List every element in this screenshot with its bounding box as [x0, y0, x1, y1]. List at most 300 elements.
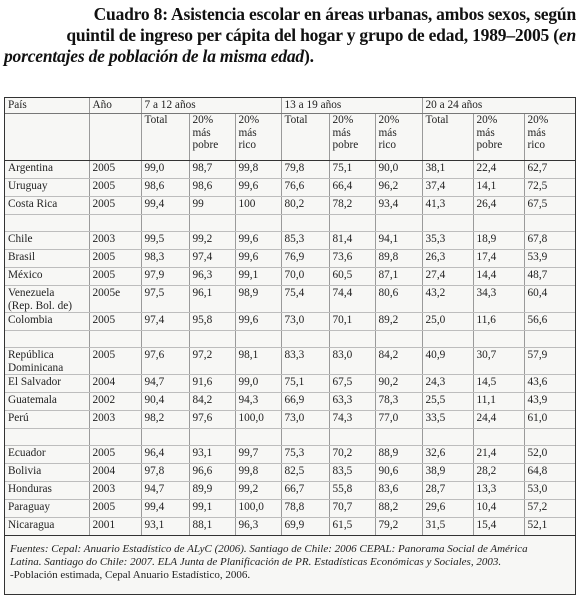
cell-pais-name: Bolivia: [8, 465, 42, 477]
cell-value: 78,2: [329, 197, 375, 215]
cell-value: 17,4: [473, 250, 524, 268]
cell-value: 72,5: [524, 179, 575, 197]
cell-value: 43,6: [524, 375, 575, 393]
table-row: [5, 161, 575, 179]
header-sub-poorest-part: 20%: [476, 114, 498, 126]
cell-value: 70,0: [281, 268, 329, 286]
cell-value: 80,2: [281, 197, 329, 215]
cell-value: 60,4: [524, 286, 575, 313]
cell-value: 25,5: [422, 393, 473, 411]
cell-pais-name: Ecuador: [8, 447, 46, 459]
cell-value: 88,1: [189, 518, 235, 536]
cell-anio: 2005e: [89, 286, 141, 313]
cell-value: 99,1: [189, 500, 235, 518]
cell-value: 14,1: [473, 179, 524, 197]
cell-pais: [5, 268, 89, 286]
cell-pais-name: Uruguay: [8, 180, 48, 192]
cell-value: 89,8: [375, 250, 422, 268]
cell-value: 95,8: [189, 313, 235, 331]
header-sub-total: [141, 114, 189, 161]
cell-value: 69,9: [281, 518, 329, 536]
cell-value: 97,9: [141, 268, 189, 286]
cell-value: 41,3: [422, 197, 473, 215]
cell-value: 96,1: [189, 286, 235, 313]
cell-value: 32,6: [422, 446, 473, 464]
cell-value: 57,2: [524, 500, 575, 518]
cell-value: 30,7: [473, 348, 524, 375]
cell-anio: 2005: [89, 313, 141, 331]
cell-pais: [5, 197, 89, 215]
cell-value: 63,3: [329, 393, 375, 411]
cell-value: 98,6: [189, 179, 235, 197]
table-body: [5, 161, 575, 536]
cell-value: 100,0: [235, 500, 281, 518]
header-group-7-12: 7 a 12 años: [141, 98, 281, 114]
cell-value: 99,2: [235, 482, 281, 500]
cell-pais: [5, 250, 89, 268]
separator-cell: [89, 215, 141, 232]
cell-value: 35,3: [422, 232, 473, 250]
cell-value: 79,8: [281, 161, 329, 179]
cell-value: 90,6: [375, 464, 422, 482]
header-sub-poorest-part: pobre: [192, 139, 219, 151]
caption-line-3-end: ).: [303, 46, 314, 66]
header-sub-richest-part: más: [378, 126, 397, 139]
separator-cell: [329, 331, 375, 348]
cell-value: 74,3: [329, 411, 375, 429]
cell-value: 22,4: [473, 161, 524, 179]
cell-anio: 2005: [89, 179, 141, 197]
cell-value: 90,4: [141, 393, 189, 411]
cell-value: 76,6: [281, 179, 329, 197]
separator-cell: [235, 429, 281, 446]
table-frame: [4, 97, 576, 595]
cell-anio: 2005: [89, 348, 141, 375]
separator-cell: [189, 331, 235, 348]
cell-anio: 2005: [89, 161, 141, 179]
cell-value: 43,9: [524, 393, 575, 411]
cell-anio: 2005: [89, 446, 141, 464]
cell-value: 80,6: [375, 286, 422, 313]
separator-cell: [524, 331, 575, 348]
header-sub-total-part: Total: [425, 114, 449, 126]
separator-cell: [524, 215, 575, 232]
cell-value: 74,4: [329, 286, 375, 313]
cell-value: 21,4: [473, 446, 524, 464]
separator-row: [5, 331, 575, 348]
separator-cell: [281, 215, 329, 232]
cell-value: 60,5: [329, 268, 375, 286]
cell-value: 89,9: [189, 482, 235, 500]
cell-value: 83,3: [281, 348, 329, 375]
cell-value: 53,0: [524, 482, 575, 500]
cell-anio: 2005: [89, 268, 141, 286]
table-row: [5, 313, 575, 331]
cell-value: 38,9: [422, 464, 473, 482]
separator-cell: [524, 429, 575, 446]
cell-value: 90,2: [375, 375, 422, 393]
table-row: [5, 250, 575, 268]
header-sub-total: [281, 114, 329, 161]
cell-value: 99,0: [235, 375, 281, 393]
cell-value: 90,0: [375, 161, 422, 179]
header-sub-poorest-part: más: [476, 126, 495, 139]
cell-pais-name: Nicaragua: [8, 519, 55, 531]
header-row-1: [5, 98, 575, 114]
cell-value: 99,5: [141, 232, 189, 250]
table-row: [5, 375, 575, 393]
cell-value: 99: [189, 197, 235, 215]
header-sub-richest-part: 20%: [527, 114, 549, 126]
cell-pais-name: México: [8, 269, 43, 281]
separator-cell: [141, 215, 189, 232]
cell-value: 75,1: [281, 375, 329, 393]
cell-value: 37,4: [422, 179, 473, 197]
cell-value: 66,9: [281, 393, 329, 411]
separator-cell: [89, 429, 141, 446]
cell-value: 11,1: [473, 393, 524, 411]
cell-value: 70,7: [329, 500, 375, 518]
separator-cell: [5, 215, 89, 232]
separator-cell: [189, 215, 235, 232]
cell-value: 52,0: [524, 446, 575, 464]
cell-value: 62,7: [524, 161, 575, 179]
cell-anio: 2003: [89, 232, 141, 250]
notes-line-2: Latina. Santiago do Chile: 2007. ELA Junta de Planificación de PR. Estadísticas Económicas y Sociales, 2003.: [10, 556, 502, 568]
cell-value: 70,1: [329, 313, 375, 331]
cell-pais: [5, 482, 89, 500]
cell-pais-name: El Salvador: [8, 376, 62, 388]
cell-value: 25,0: [422, 313, 473, 331]
cell-value: 34,3: [473, 286, 524, 313]
header-row-2: [5, 114, 575, 161]
cell-value: 98,6: [141, 179, 189, 197]
cell-value: 83,0: [329, 348, 375, 375]
cell-value: 81,4: [329, 232, 375, 250]
cell-value: 96,6: [189, 464, 235, 482]
header-sub-richest: [524, 114, 575, 161]
cell-pais-name: Costa Rica: [8, 198, 58, 210]
cell-pais: [5, 411, 89, 429]
cell-value: 76,9: [281, 250, 329, 268]
cell-value: 48,7: [524, 268, 575, 286]
cell-value: 99,2: [189, 232, 235, 250]
cell-anio: 2001: [89, 518, 141, 536]
header-sub-richest-part: más: [238, 126, 257, 139]
cell-value: 99,6: [235, 232, 281, 250]
cell-pais-name: Venezuela: [8, 287, 55, 299]
table-caption: [4, 4, 576, 67]
cell-value: 28,7: [422, 482, 473, 500]
cell-value: 75,1: [329, 161, 375, 179]
header-sub-poorest-part: 20%: [332, 114, 354, 126]
header-sub-poorest-part: más: [332, 126, 351, 139]
header-sub-poorest-part: pobre: [476, 139, 503, 151]
cell-value: 73,6: [329, 250, 375, 268]
separator-cell: [141, 429, 189, 446]
cell-value: 94,1: [375, 232, 422, 250]
header-sub-richest-part: rico: [238, 139, 257, 151]
caption-line-2: [4, 25, 576, 46]
table-row: [5, 464, 575, 482]
cell-value: 99,8: [235, 161, 281, 179]
cell-value: 97,6: [189, 411, 235, 429]
cell-anio: 2004: [89, 375, 141, 393]
cell-pais-name: Brasil: [8, 251, 35, 263]
cell-value: 78,3: [375, 393, 422, 411]
cell-pais: [5, 348, 89, 375]
table-row: [5, 446, 575, 464]
table-row: [5, 348, 575, 375]
separator-cell: [422, 331, 473, 348]
header-pais: País: [5, 98, 89, 114]
cell-value: 75,4: [281, 286, 329, 313]
cell-value: 97,2: [189, 348, 235, 375]
header-group-20-24: 20 a 24 años: [422, 98, 575, 114]
cell-value: 97,6: [141, 348, 189, 375]
cell-value: 99,4: [141, 500, 189, 518]
cell-pais-name: Argentina: [8, 162, 53, 174]
cell-pais: [5, 313, 89, 331]
cell-value: 96,2: [375, 179, 422, 197]
cell-value: 99,0: [141, 161, 189, 179]
cell-value: 75,3: [281, 446, 329, 464]
header-sub-total-part: Total: [144, 114, 168, 126]
cell-value: 94,7: [141, 482, 189, 500]
separator-cell: [5, 331, 89, 348]
header-anio: Año: [89, 98, 141, 114]
cell-value: 67,5: [524, 197, 575, 215]
separator-cell: [375, 331, 422, 348]
table-row: [5, 518, 575, 536]
header-sub-empty-anio: [89, 114, 141, 161]
header-sub-richest-part: rico: [527, 139, 546, 151]
cell-value: 77,0: [375, 411, 422, 429]
cell-value: 55,8: [329, 482, 375, 500]
cell-value: 96,3: [189, 268, 235, 286]
cell-value: 99,4: [141, 197, 189, 215]
cell-value: 100,0: [235, 411, 281, 429]
cell-value: 98,3: [141, 250, 189, 268]
cell-value: 73,0: [281, 411, 329, 429]
cell-value: 67,8: [524, 232, 575, 250]
cell-value: 87,1: [375, 268, 422, 286]
header-sub-richest-part: más: [527, 126, 546, 139]
cell-value: 84,2: [189, 393, 235, 411]
attendance-table: [5, 98, 575, 536]
cell-value: 38,1: [422, 161, 473, 179]
cell-value: 97,4: [189, 250, 235, 268]
cell-value: 100: [235, 197, 281, 215]
cell-value: 97,4: [141, 313, 189, 331]
separator-cell: [473, 331, 524, 348]
header-sub-richest-part: rico: [378, 139, 397, 151]
cell-pais: [5, 464, 89, 482]
cell-anio: 2003: [89, 411, 141, 429]
separator-cell: [5, 429, 89, 446]
cell-value: 33,5: [422, 411, 473, 429]
table-row: [5, 393, 575, 411]
table-row: [5, 500, 575, 518]
separator-cell: [329, 429, 375, 446]
cell-value: 67,5: [329, 375, 375, 393]
cell-value: 73,0: [281, 313, 329, 331]
header-sub-total-part: Total: [284, 114, 308, 126]
cell-value: 78,8: [281, 500, 329, 518]
separator-cell: [375, 215, 422, 232]
header-sub-richest-part: 20%: [238, 114, 260, 126]
cell-value: 88,9: [375, 446, 422, 464]
cell-value: 24,4: [473, 411, 524, 429]
cell-value: 99,6: [235, 313, 281, 331]
cell-value: 98,7: [189, 161, 235, 179]
cell-value: 26,4: [473, 197, 524, 215]
cell-value: 88,2: [375, 500, 422, 518]
header-sub-richest: [235, 114, 281, 161]
separator-cell: [473, 429, 524, 446]
separator-cell: [375, 429, 422, 446]
cell-value: 84,2: [375, 348, 422, 375]
cell-value: 11,6: [473, 313, 524, 331]
table-row: [5, 179, 575, 197]
header-sub-total: [422, 114, 473, 161]
cell-value: 96,4: [141, 446, 189, 464]
cell-pais: [5, 286, 89, 313]
cell-value: 13,3: [473, 482, 524, 500]
header-sub-richest-part: 20%: [378, 114, 400, 126]
cell-value: 93,4: [375, 197, 422, 215]
cell-value: 18,9: [473, 232, 524, 250]
cell-pais-name: Colombia: [8, 314, 53, 326]
cell-anio: 2005: [89, 197, 141, 215]
separator-cell: [235, 331, 281, 348]
table-row: [5, 411, 575, 429]
cell-value: 99,1: [235, 268, 281, 286]
cell-value: 98,2: [141, 411, 189, 429]
cell-anio: 2003: [89, 482, 141, 500]
cell-anio: 2005: [89, 250, 141, 268]
caption-line-2-text: quintil de ingreso per cápita del hogar y grupo de edad, 1989–2005 (: [66, 25, 559, 45]
table-row: [5, 286, 575, 313]
cell-value: 14,5: [473, 375, 524, 393]
cell-pais: [5, 446, 89, 464]
cell-value: 79,2: [375, 518, 422, 536]
cell-pais-name: República: [8, 349, 54, 361]
cell-value: 82,5: [281, 464, 329, 482]
cell-pais-name: Honduras: [8, 483, 52, 495]
table-row: [5, 197, 575, 215]
cell-value: 14,4: [473, 268, 524, 286]
cell-anio: 2005: [89, 500, 141, 518]
cell-value: 27,4: [422, 268, 473, 286]
cell-pais: [5, 375, 89, 393]
cell-pais-name: Paraguay: [8, 501, 51, 513]
header-sub-empty-pais: [5, 114, 89, 161]
separator-cell: [235, 215, 281, 232]
cell-value: 64,8: [524, 464, 575, 482]
separator-cell: [189, 429, 235, 446]
header-sub-poorest-part: pobre: [332, 139, 359, 151]
table-row: [5, 268, 575, 286]
header-sub-poorest-part: más: [192, 126, 211, 139]
cell-value: 52,1: [524, 518, 575, 536]
table-row: [5, 482, 575, 500]
header-sub-richest: [375, 114, 422, 161]
cell-value: 99,7: [235, 446, 281, 464]
separator-cell: [329, 215, 375, 232]
cell-value: 31,5: [422, 518, 473, 536]
cell-value: 66,7: [281, 482, 329, 500]
cell-value: 83,5: [329, 464, 375, 482]
caption-line-2-italic: en: [558, 25, 576, 45]
cell-pais: [5, 232, 89, 250]
cell-value: 98,1: [235, 348, 281, 375]
cell-value: 10,4: [473, 500, 524, 518]
cell-value: 57,9: [524, 348, 575, 375]
cell-value: 94,3: [235, 393, 281, 411]
cell-value: 70,2: [329, 446, 375, 464]
separator-cell: [141, 331, 189, 348]
notes-line-3: -Población estimada, Cepal Anuario Estadístico, 2006.: [10, 569, 251, 581]
cell-value: 99,8: [235, 464, 281, 482]
cell-value: 28,2: [473, 464, 524, 482]
caption-line-3-italic: porcentajes de población de la misma edad: [4, 46, 304, 66]
table-row: [5, 232, 575, 250]
cell-value: 40,9: [422, 348, 473, 375]
cell-value: 43,2: [422, 286, 473, 313]
cell-value: 61,5: [329, 518, 375, 536]
cell-value: 98,9: [235, 286, 281, 313]
header-sub-poorest: [473, 114, 524, 161]
cell-value: 99,6: [235, 250, 281, 268]
separator-cell: [422, 215, 473, 232]
cell-pais: [5, 161, 89, 179]
caption-line-3: [4, 46, 576, 67]
cell-value: 61,0: [524, 411, 575, 429]
cell-value: 93,1: [141, 518, 189, 536]
caption-line-1: Cuadro 8: Asistencia escolar en áreas urbanas, ambos sexos, según: [93, 4, 576, 24]
cell-value: 93,1: [189, 446, 235, 464]
cell-anio: 2002: [89, 393, 141, 411]
header-sub-poorest: [329, 114, 375, 161]
cell-value: 24,3: [422, 375, 473, 393]
separator-row: [5, 429, 575, 446]
cell-value: 91,6: [189, 375, 235, 393]
cell-pais-name-2: (Rep. Bol. de): [8, 299, 73, 312]
cell-value: 15,4: [473, 518, 524, 536]
cell-pais: [5, 500, 89, 518]
cell-value: 83,6: [375, 482, 422, 500]
cell-value: 97,5: [141, 286, 189, 313]
cell-value: 56,6: [524, 313, 575, 331]
notes-line-1: Fuentes: Cepal: Anuario Estadístico de ALyC (2006). Santiago de Chile: 2006 CEPAL: Panorama Social de América: [10, 543, 528, 555]
cell-value: 85,3: [281, 232, 329, 250]
cell-anio: 2004: [89, 464, 141, 482]
table-notes: [10, 543, 576, 582]
cell-value: 99,6: [235, 179, 281, 197]
cell-pais: [5, 518, 89, 536]
cell-value: 53,9: [524, 250, 575, 268]
cell-value: 89,2: [375, 313, 422, 331]
separator-cell: [89, 331, 141, 348]
cell-value: 96,3: [235, 518, 281, 536]
separator-cell: [473, 215, 524, 232]
header-sub-poorest-part: 20%: [192, 114, 214, 126]
cell-value: 26,3: [422, 250, 473, 268]
cell-pais-name-2: Dominicana: [8, 361, 64, 374]
cell-pais-name: Perú: [8, 412, 29, 424]
cell-value: 94,7: [141, 375, 189, 393]
